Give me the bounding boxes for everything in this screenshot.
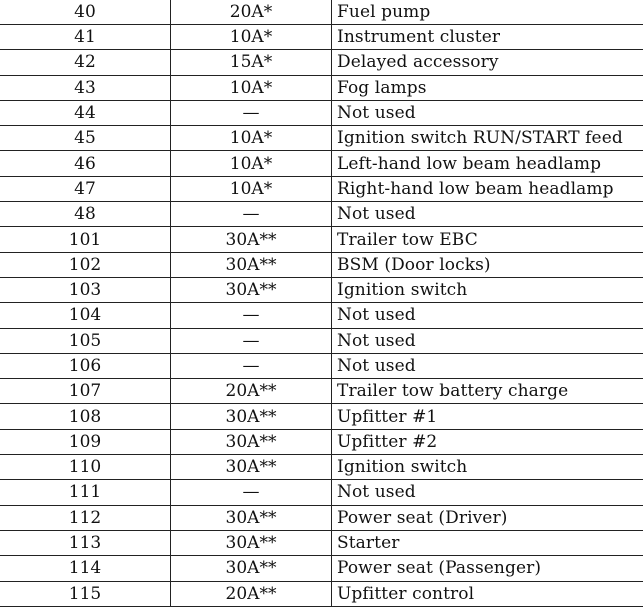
protected-circuit-cell: Ignition switch RUN/START feed [332,126,643,151]
protected-circuit-cell: Right-hand low beam headlamp [332,176,643,201]
fuse-number-cell: 44 [0,100,171,125]
fuse-rating-cell: 30A** [171,277,332,302]
fuse-number-cell: 103 [0,277,171,302]
protected-circuit-cell: Upfitter #1 [332,404,643,429]
fuse-number-cell: 104 [0,303,171,328]
table-row [0,353,643,378]
fuse-number-cell: 113 [0,530,171,555]
fuse-number-cell: 105 [0,328,171,353]
protected-circuit-cell: Delayed accessory [332,50,643,75]
fuse-rating-cell: 10A* [171,176,332,201]
protected-circuit-cell: Upfitter #2 [332,429,643,454]
fuse-rating-cell: 20A** [171,379,332,404]
fuse-number-cell: 48 [0,202,171,227]
table-row [0,303,643,328]
protected-circuit-cell: Power seat (Driver) [332,505,643,530]
fuse-number-cell: 101 [0,227,171,252]
protected-circuit-cell: Upfitter control [332,581,643,606]
protected-circuit-cell: Fog lamps [332,75,643,100]
fuse-rating-cell: 15A* [171,50,332,75]
fuse-rating-cell: 20A* [171,0,332,25]
table-row [0,556,643,581]
table-row [0,176,643,201]
fuse-rating-cell: 30A** [171,556,332,581]
fuse-rating-cell: 10A* [171,126,332,151]
fuse-number-cell: 40 [0,0,171,25]
fuse-rating-cell: 30A** [171,455,332,480]
fuse-rating-cell: 30A** [171,530,332,555]
table-row [0,202,643,227]
protected-circuit-cell: Not used [332,353,643,378]
fuse-number-cell: 106 [0,353,171,378]
fuse-rating-cell: — [171,100,332,125]
table-row [0,75,643,100]
fuse-rating-cell: 10A* [171,151,332,176]
fuse-rating-cell: 30A** [171,227,332,252]
table-row [0,404,643,429]
protected-circuit-cell: Not used [332,100,643,125]
table-row [0,505,643,530]
fuse-rating-cell: 10A* [171,75,332,100]
table-row [0,455,643,480]
table-row [0,0,643,25]
fuse-rating-cell: — [171,480,332,505]
protected-circuit-cell: Left-hand low beam headlamp [332,151,643,176]
fuse-number-cell: 41 [0,25,171,50]
fuse-rating-cell: 20A** [171,581,332,606]
fuse-rating-cell: 30A** [171,404,332,429]
protected-circuit-cell: Instrument cluster [332,25,643,50]
table-row [0,151,643,176]
fuse-number-cell: 110 [0,455,171,480]
fuse-rating-cell: 30A** [171,505,332,530]
fuse-rating-cell: — [171,202,332,227]
protected-circuit-cell: Fuel pump [332,0,643,25]
fuse-rating-cell: — [171,353,332,378]
table-row [0,227,643,252]
table-row [0,100,643,125]
fuse-number-cell: 42 [0,50,171,75]
fuse-number-cell: 112 [0,505,171,530]
fuse-number-cell: 47 [0,176,171,201]
protected-circuit-cell: Starter [332,530,643,555]
protected-circuit-cell: BSM (Door locks) [332,252,643,277]
fuse-number-cell: 114 [0,556,171,581]
fuse-number-cell: 45 [0,126,171,151]
protected-circuit-cell: Power seat (Passenger) [332,556,643,581]
fuse-rating-cell: 10A* [171,25,332,50]
table-row [0,379,643,404]
fuse-rating-cell: 30A** [171,429,332,454]
protected-circuit-cell: Trailer tow EBC [332,227,643,252]
table-row [0,277,643,302]
protected-circuit-cell: Ignition switch [332,455,643,480]
table-row [0,50,643,75]
fuse-number-cell: 102 [0,252,171,277]
protected-circuit-cell: Not used [332,328,643,353]
fuse-number-cell: 43 [0,75,171,100]
fuse-rating-cell: — [171,328,332,353]
table-row [0,581,643,606]
protected-circuit-cell: Not used [332,202,643,227]
table-row [0,530,643,555]
protected-circuit-cell: Not used [332,480,643,505]
table-row [0,25,643,50]
protected-circuit-cell: Ignition switch [332,277,643,302]
protected-circuit-cell: Not used [332,303,643,328]
fuse-number-cell: 108 [0,404,171,429]
table-row [0,126,643,151]
fuse-number-cell: 111 [0,480,171,505]
fuse-rating-cell: — [171,303,332,328]
table-row [0,252,643,277]
fuse-number-cell: 46 [0,151,171,176]
table-row [0,480,643,505]
fuse-number-cell: 109 [0,429,171,454]
fuse-number-cell: 107 [0,379,171,404]
protected-circuit-cell: Trailer tow battery charge [332,379,643,404]
fuse-rating-cell: 30A** [171,252,332,277]
fuse-number-cell: 115 [0,581,171,606]
table-row [0,328,643,353]
table-row [0,429,643,454]
